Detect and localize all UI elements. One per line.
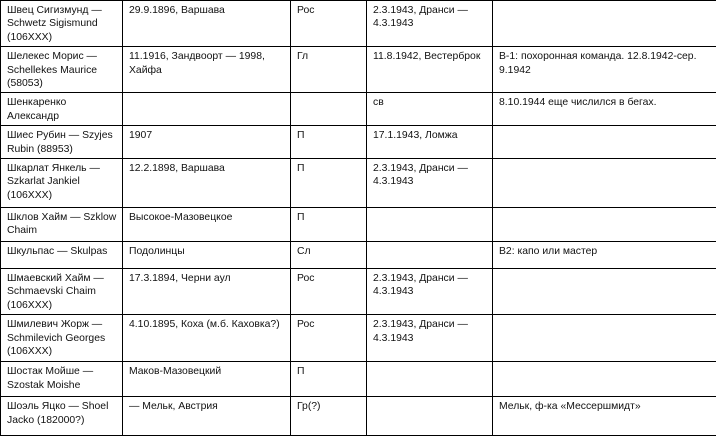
cell-name: Швец Сигизмунд — Schwetz Sigismund (106XXX) <box>1 1 123 47</box>
cell-note: В-1: похоронная команда. 12.8.1942-сер. 9.1942 <box>493 47 716 93</box>
cell-note: Мельк, ф-ка «Мессершмидт» <box>493 397 716 436</box>
cell-birth: 17.3.1894, Черни аул <box>123 269 291 315</box>
cell-name: Шелекес Морис — Schellekes Maurice (58053) <box>1 47 123 93</box>
table-row <box>1 315 716 362</box>
cell-name: Шмаевский Хайм — Schmaevski Chaim (106XXX) <box>1 269 123 315</box>
table-row <box>1 126 716 159</box>
cell-birth: 4.10.1895, Коха (м.б. Каховка?) <box>123 315 291 362</box>
cell-category: П <box>291 126 367 159</box>
cell-category: Рос <box>291 315 367 362</box>
cell-category: Гл <box>291 47 367 93</box>
cell-note: В2: капо или мастер <box>493 242 716 269</box>
cell-name: Шиес Рубин — Szyjes Rubin (88953) <box>1 126 123 159</box>
cell-category: Рос <box>291 1 367 47</box>
cell-arrival <box>367 242 493 269</box>
table-row <box>1 269 716 315</box>
cell-birth: 12.2.1898, Варшава <box>123 159 291 208</box>
cell-note <box>493 208 716 242</box>
table-row <box>1 397 716 436</box>
cell-category: Сл <box>291 242 367 269</box>
cell-name: Шостак Мойше — Szostak Moishe <box>1 362 123 397</box>
cell-note <box>493 159 716 208</box>
table-row <box>1 93 716 126</box>
cell-birth <box>123 93 291 126</box>
cell-arrival <box>367 208 493 242</box>
cell-name: Шенкаренко Александр <box>1 93 123 126</box>
cell-birth: Высокое-Мазовецкое <box>123 208 291 242</box>
cell-arrival: 2.3.1943, Дранси — 4.3.1943 <box>367 269 493 315</box>
cell-name: Шкарлат Янкель — Szkarlat Jankiel (106XXX) <box>1 159 123 208</box>
cell-note <box>493 362 716 397</box>
cell-birth: — Мельк, Австрия <box>123 397 291 436</box>
cell-category: П <box>291 208 367 242</box>
cell-category: Рос <box>291 269 367 315</box>
cell-note: 8.10.1944 еще числился в бегах. <box>493 93 716 126</box>
cell-name: Шмилевич Жорж — Schmilevich Georges (106XXX) <box>1 315 123 362</box>
cell-arrival: 2.3.1943, Дранси — 4.3.1943 <box>367 1 493 47</box>
cell-arrival: 2.3.1943, Дранси — 4.3.1943 <box>367 159 493 208</box>
table-row <box>1 242 716 269</box>
table-row <box>1 208 716 242</box>
cell-note <box>493 126 716 159</box>
cell-birth: 11.1916, Зандвоорт — 1998, Хайфа <box>123 47 291 93</box>
cell-arrival <box>367 397 493 436</box>
cell-arrival: 2.3.1943, Дранси — 4.3.1943 <box>367 315 493 362</box>
cell-birth: Маков-Мазовецкий <box>123 362 291 397</box>
table-row <box>1 159 716 208</box>
cell-name: Шоэль Яцко — Shoel Jacko (182000?) <box>1 397 123 436</box>
cell-category <box>291 93 367 126</box>
table-row <box>1 362 716 397</box>
cell-arrival: 11.8.1942, Вестерброк <box>367 47 493 93</box>
cell-name: Шклов Хайм — Szklow Chaim <box>1 208 123 242</box>
cell-category: П <box>291 362 367 397</box>
table-row <box>1 1 716 47</box>
cell-note <box>493 1 716 47</box>
cell-category: П <box>291 159 367 208</box>
cell-category: Гр(?) <box>291 397 367 436</box>
cell-note <box>493 315 716 362</box>
table-row <box>1 47 716 93</box>
cell-note <box>493 269 716 315</box>
cell-arrival: св <box>367 93 493 126</box>
cell-arrival <box>367 362 493 397</box>
cell-arrival: 17.1.1943, Ломжа <box>367 126 493 159</box>
cell-birth: Подолинцы <box>123 242 291 269</box>
cell-name: Шкульпас — Skulpas <box>1 242 123 269</box>
cell-birth: 1907 <box>123 126 291 159</box>
cell-birth: 29.9.1896, Варшава <box>123 1 291 47</box>
